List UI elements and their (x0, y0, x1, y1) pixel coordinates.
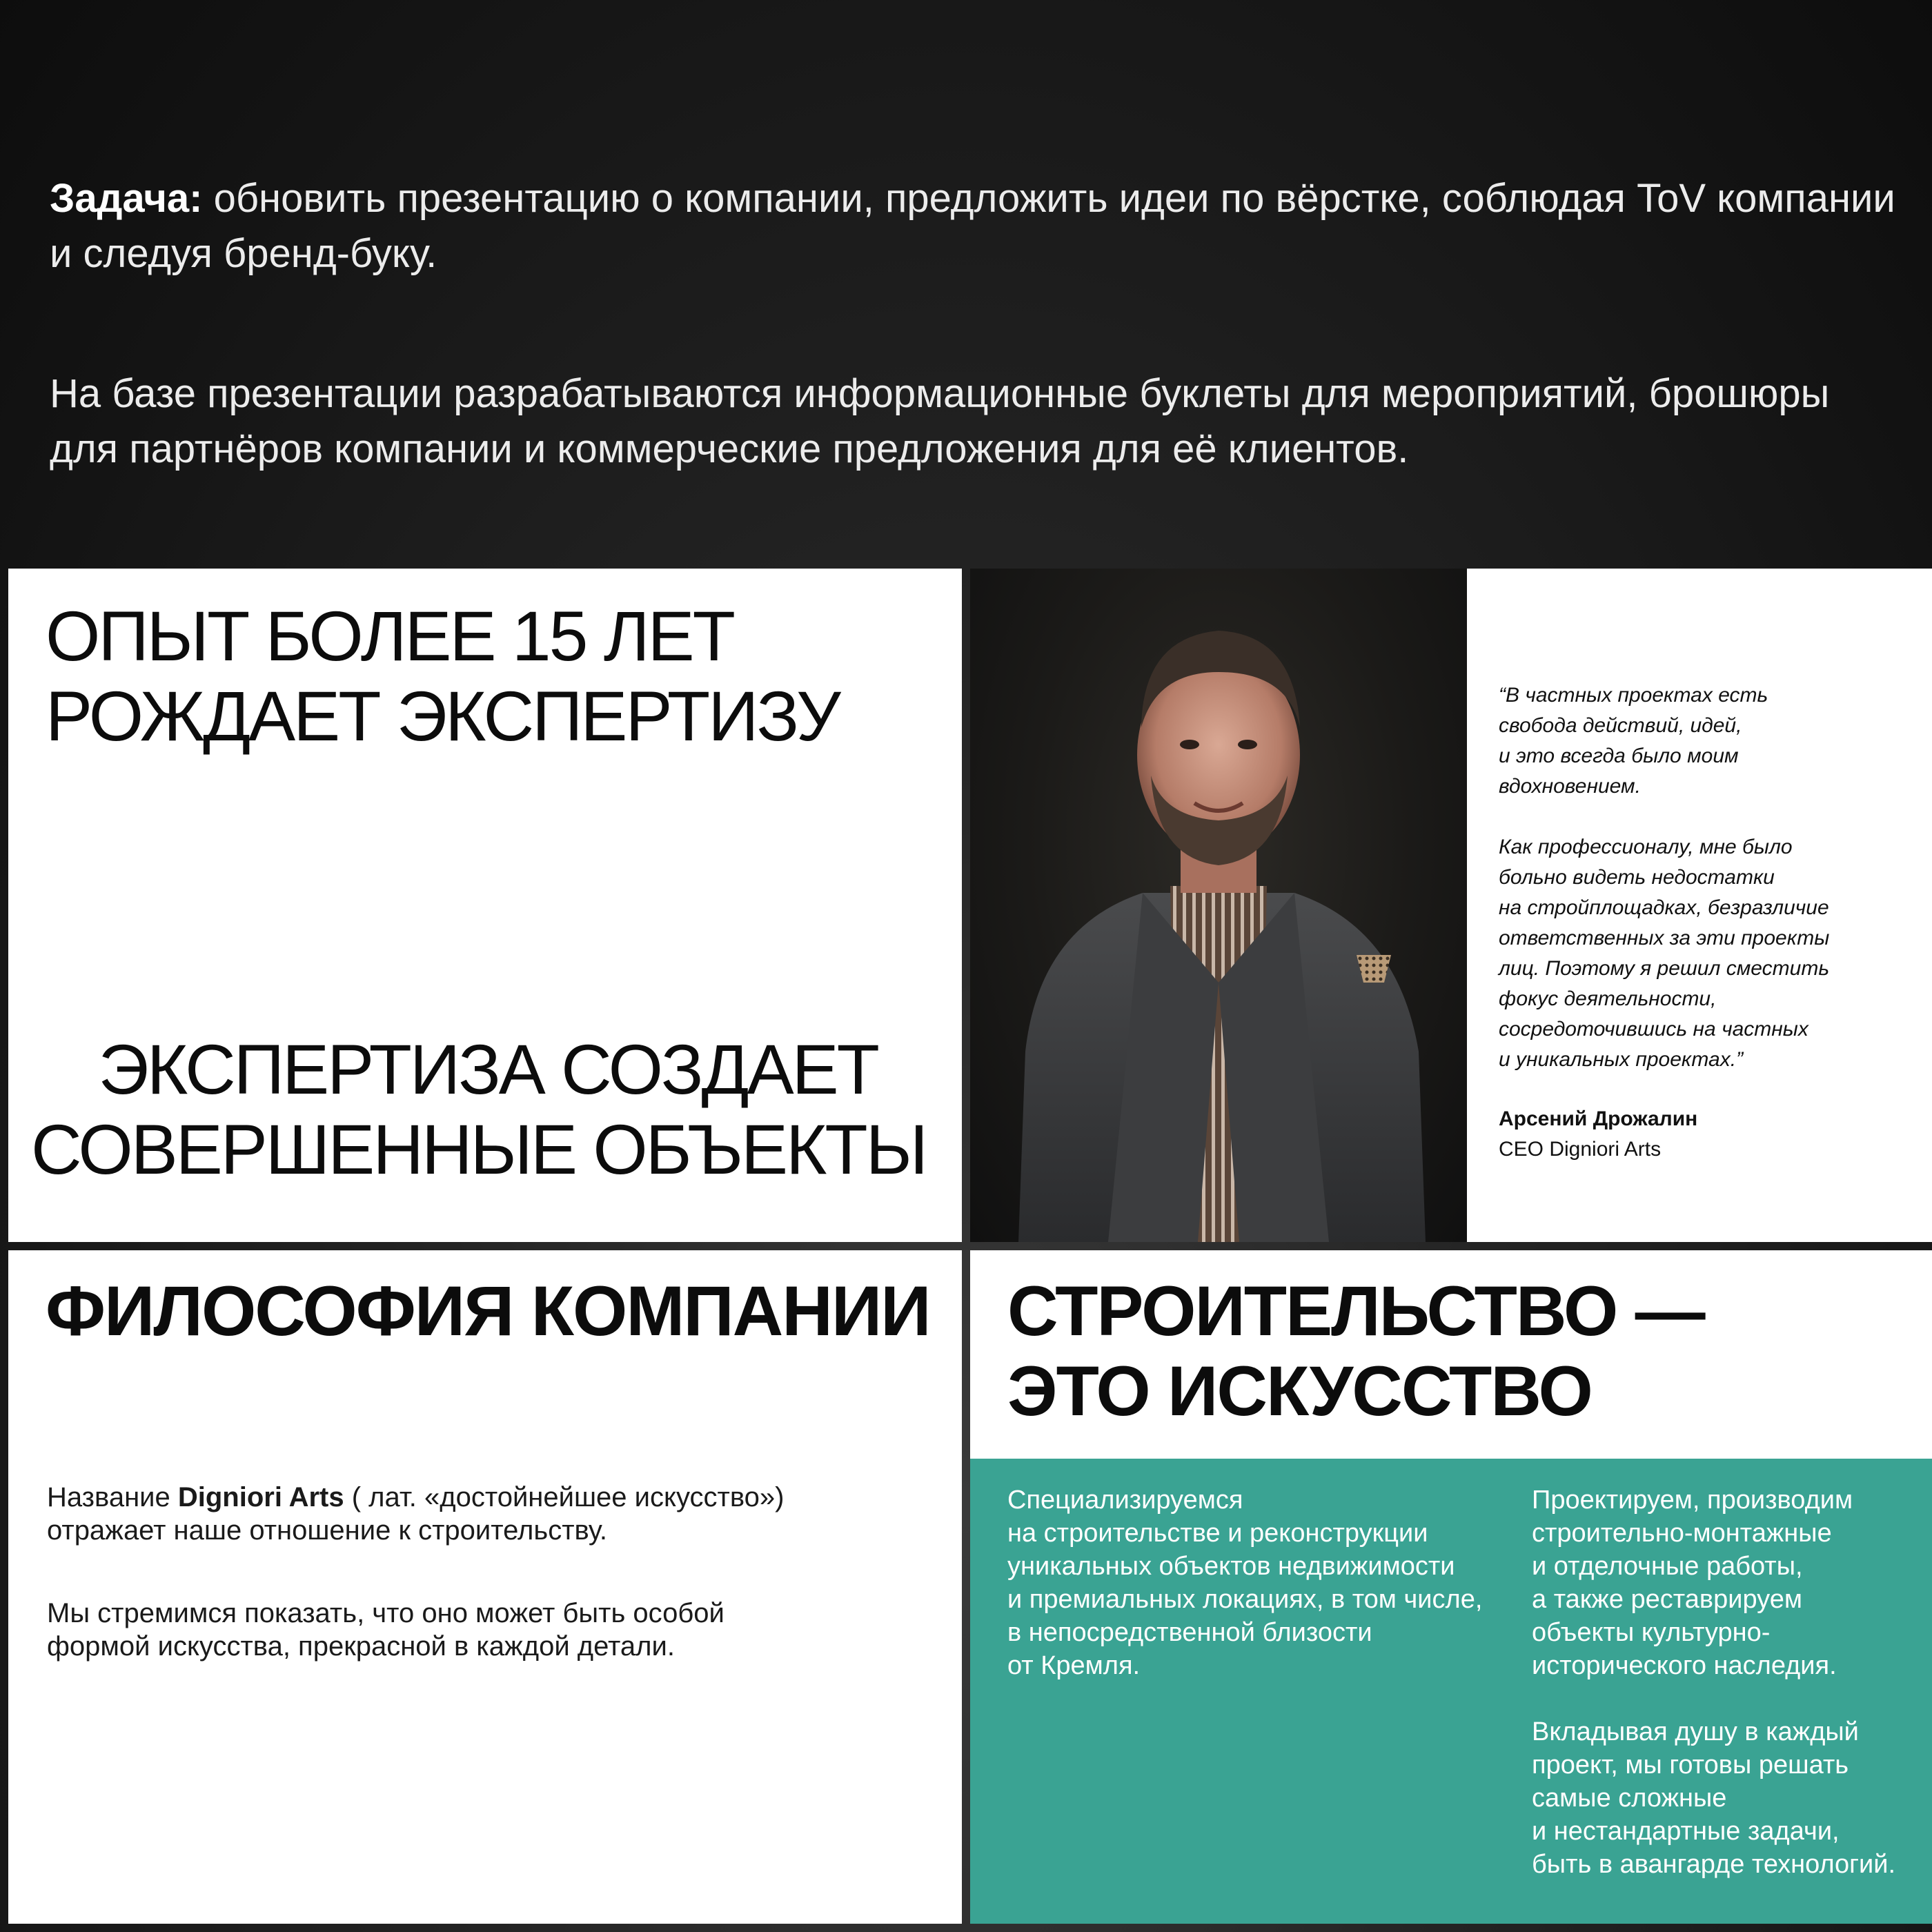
portrait-illustration (970, 569, 1467, 1242)
base-description: На базе презентации разрабатываются информационные буклеты для мероприятий, брошюры для партнёров компании и коммерческие предложения для её клиентов. (50, 371, 1830, 471)
title-line: СТРОИТЕЛЬСТВО — (1007, 1272, 1704, 1350)
services-left-text: Специализируемся на строительстве и реконструкции уникальных объектов недвижимости и премиальных локациях, в том числе, в непосредственной близости от Кремля. (1007, 1486, 1483, 1680)
task-label: Задача: (50, 176, 203, 221)
headline-experience (46, 596, 839, 756)
headline-line: ОПЫТ БОЛЕЕ 15 ЛЕТ (46, 597, 733, 676)
headline-line: ЭКСПЕРТИЗА СОЗДАЕТ (98, 1030, 878, 1109)
title-line: ЭТО ИСКУССТВО (1007, 1352, 1592, 1430)
construction-art-title (1007, 1271, 1704, 1431)
philosophy-line: формой искусства, прекрасной в каждой детали. (47, 1631, 675, 1662)
ceo-quote (1499, 680, 1913, 1105)
philosophy-slide (8, 1250, 962, 1924)
headline-expertise (31, 1029, 926, 1190)
quote-paragraph: Как профессионалу, мне было больно видеть недостатки на стройплощадках, безразличие ответственных за эти проекты лиц. Поэтому я решил сместить фокус деятельности, сосредоточившись на частных и уникальных проектах.” (1499, 836, 1830, 1071)
quote-paragraph: “В частных проектах есть свобода действий, идей, и это всегда было моим вдохновением. (1499, 684, 1768, 798)
philosophy-line: Мы стремимся показать, что оно может быть особой (47, 1598, 724, 1628)
task-description (50, 171, 1899, 282)
brand-name: Digniori Arts (177, 1482, 344, 1512)
text-span: ( лат. «достойнейшее искусство») (344, 1482, 785, 1512)
experience-slide (8, 569, 962, 1242)
philosophy-line (47, 1481, 784, 1514)
services-right-text-2: Вкладывая душу в каждый проект, мы готовы решать самые сложные и нестандартные задачи, быть в авангарде технологий. (1532, 1717, 1896, 1879)
headline-line: РОЖДАЕТ ЭКСПЕРТИЗУ (46, 677, 839, 756)
philosophy-line: отражает наше отношение к строительству. (47, 1515, 608, 1546)
philosophy-title: ФИЛОСОФИЯ КОМПАНИИ (46, 1272, 930, 1350)
philosophy-paragraph-2 (47, 1597, 724, 1663)
philosophy-paragraph-1 (47, 1481, 784, 1547)
task-text: обновить презентацию о компании, предложить идеи по вёрстке, соблюдая ToV компании и следуя бренд-буку. (50, 176, 1895, 276)
ceo-slide (970, 569, 1932, 1242)
services-block (970, 1459, 1932, 1924)
ceo-name: Арсений Дрожалин (1499, 1107, 1698, 1130)
construction-art-slide (970, 1250, 1932, 1924)
headline-line: СОВЕРШЕННЫЕ ОБЪЕКТЫ (30, 1110, 926, 1189)
ceo-portrait-photo (970, 569, 1467, 1242)
ceo-role: CEO Digniori Arts (1499, 1138, 1662, 1161)
services-right-text-1: Проектируем, производим строительно-монтажные и отделочные работы, а также реставрируем объекты культурно- исторического наследия. (1532, 1486, 1853, 1680)
text-span: Название (47, 1482, 178, 1512)
